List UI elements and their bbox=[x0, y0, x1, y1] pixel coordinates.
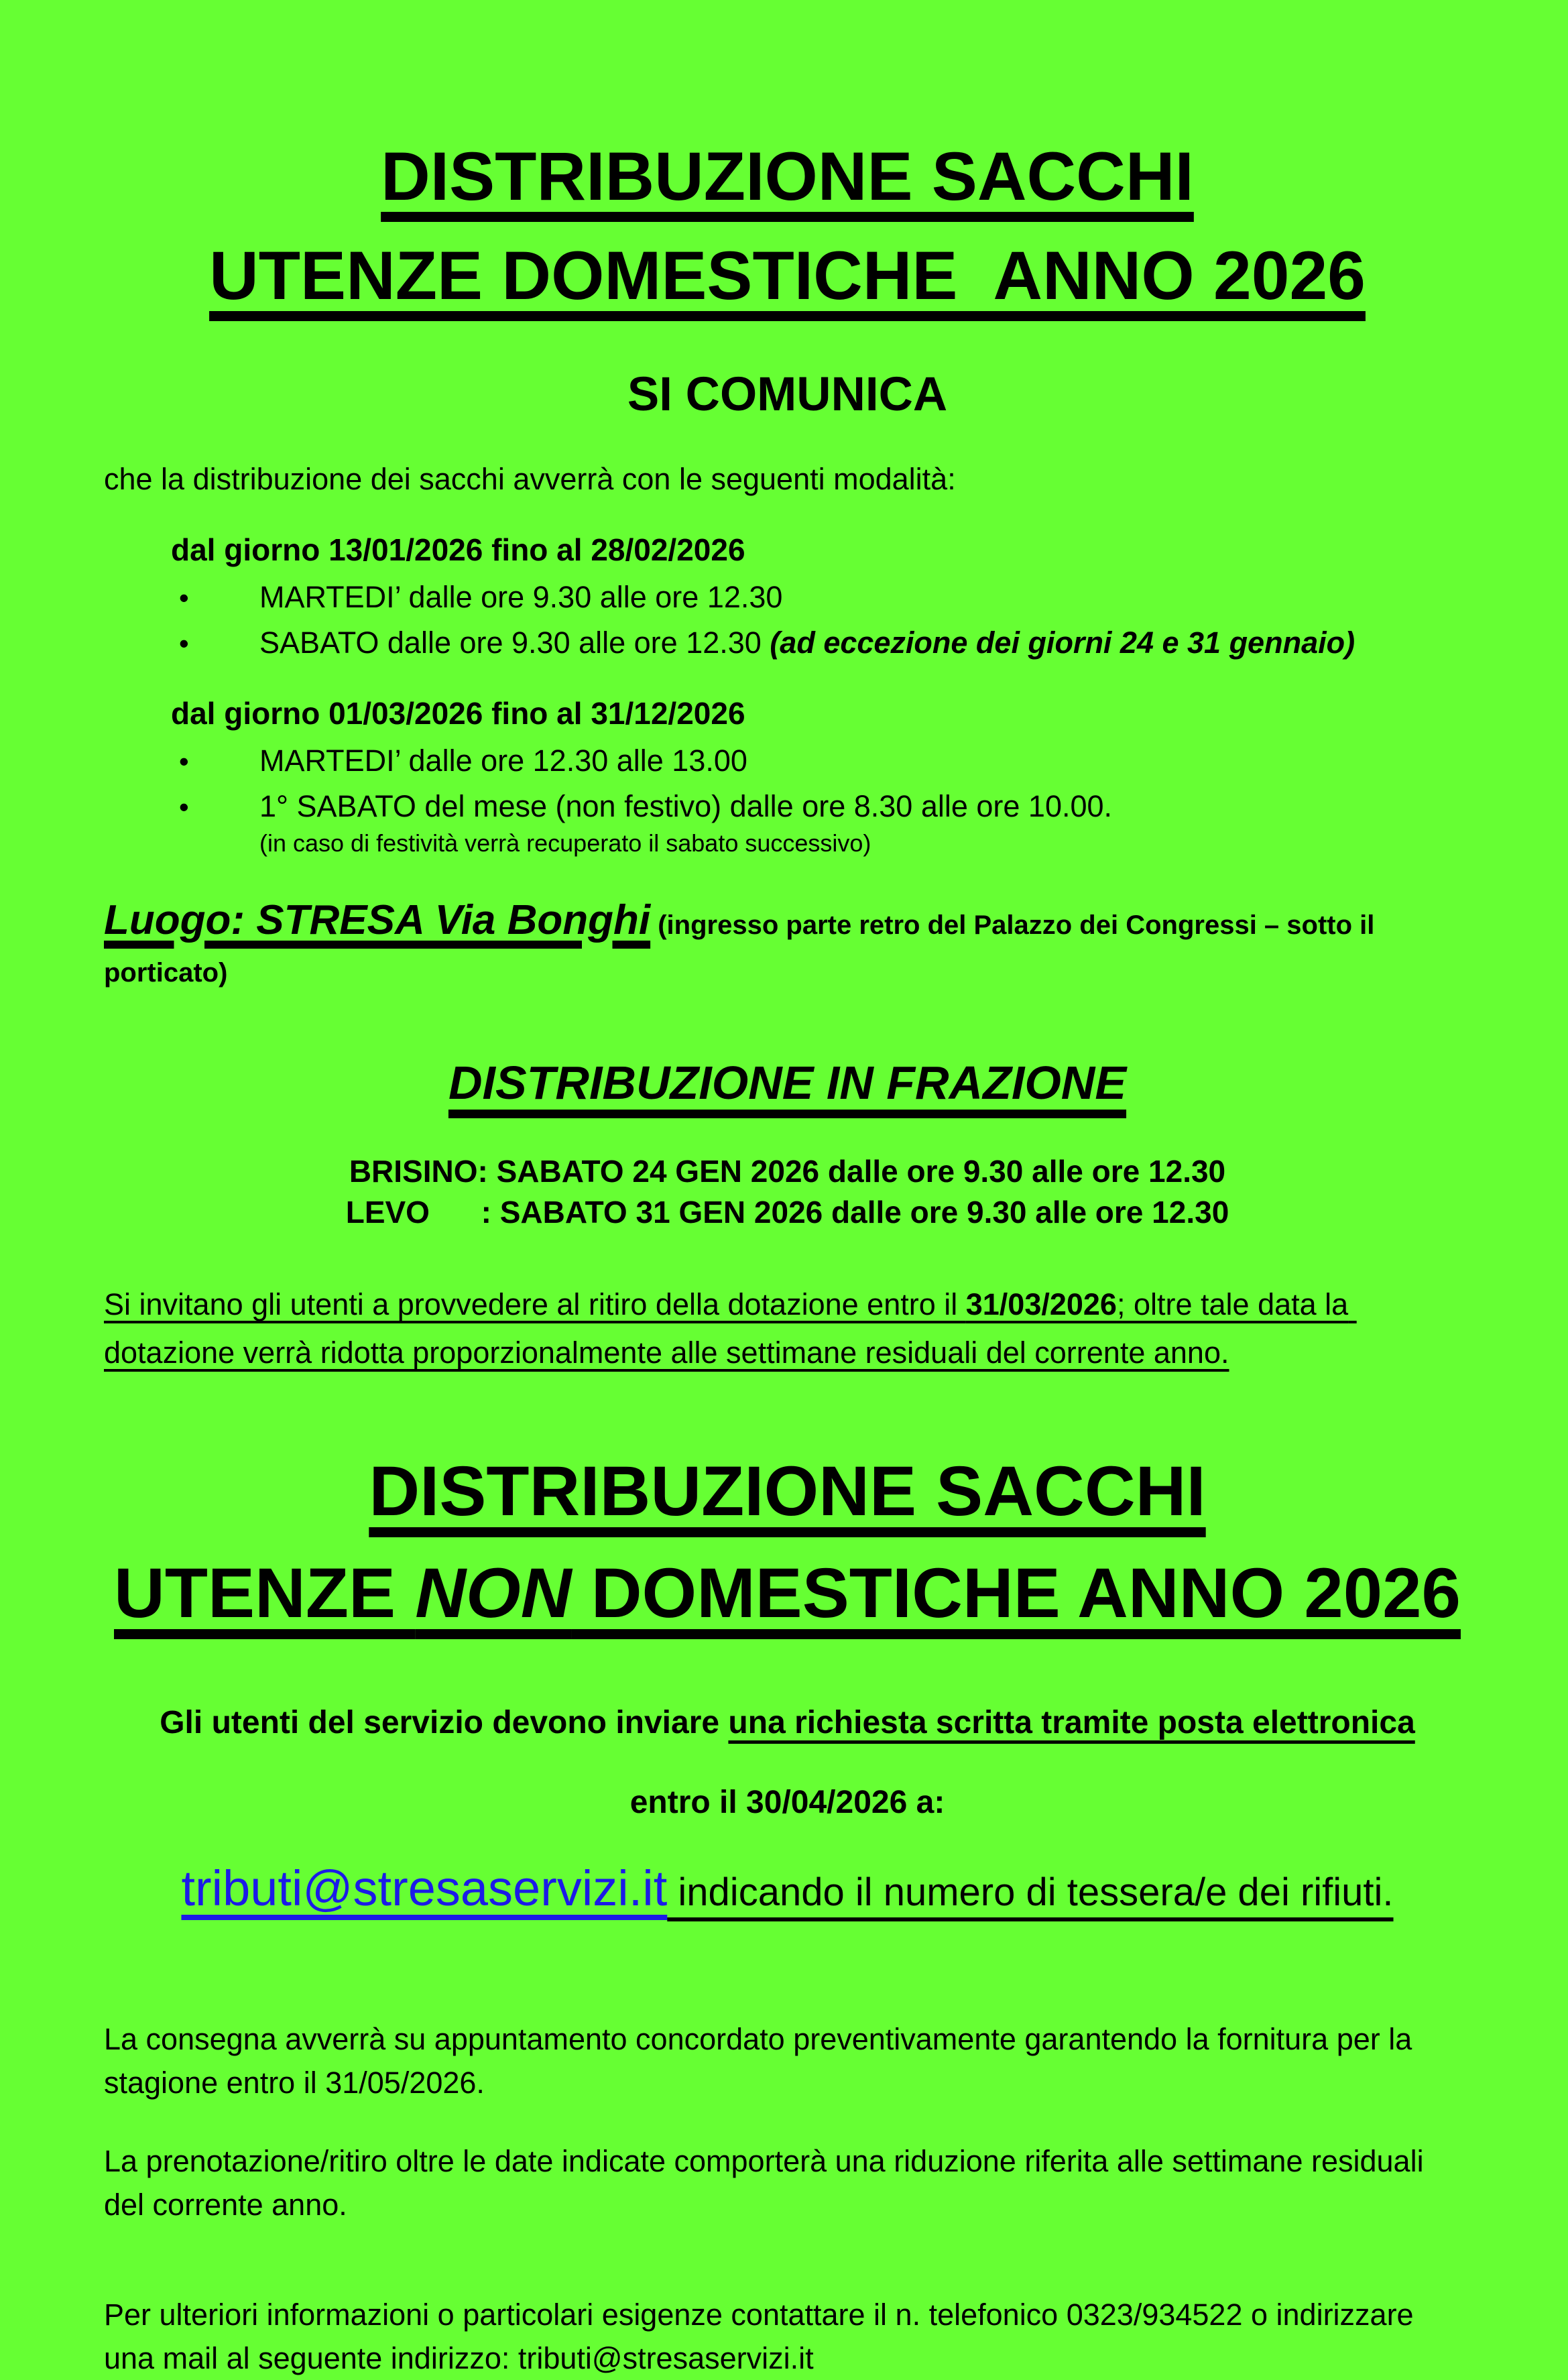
bullet-icon: • bbox=[179, 581, 189, 613]
list-item bbox=[179, 789, 1471, 824]
bullet-icon: • bbox=[179, 627, 189, 659]
email-link[interactable]: tributi@stresaservizi.it bbox=[181, 1860, 668, 1916]
period1-saturday-schedule bbox=[259, 626, 1355, 660]
si-comunica-heading: SI COMUNICA bbox=[627, 367, 948, 421]
title-domestic-line2: UTENZE DOMESTICHE ANNO 2026 bbox=[209, 237, 1366, 314]
title-nondomestic-line2 bbox=[104, 1543, 1471, 1645]
holiday-note: (in caso di festività verrà recuperato il sabato successivo) bbox=[259, 829, 871, 857]
frazione-heading-text: DISTRIBUZIONE IN FRAZIONE bbox=[448, 1056, 1127, 1109]
pickup-deadline-date: 31/03/2026 bbox=[965, 1287, 1117, 1322]
list-item bbox=[179, 743, 1471, 778]
pickup-deadline-part1: Si invitano gli utenti a provvedere al ritiro della dotazione entro il bbox=[104, 1287, 966, 1322]
title-domestic-line1: DISTRIBUZIONE SACCHI bbox=[381, 138, 1194, 215]
title-nondomestic-line2-pre: UTENZE bbox=[114, 1554, 416, 1633]
location-detail: (ingresso parte retro del Palazzo dei Congressi – sotto il porticato) bbox=[104, 910, 1382, 988]
email-deadline-line: entro il 30/04/2026 a: bbox=[629, 1784, 945, 1820]
pickup-deadline-paragraph bbox=[104, 1281, 1471, 1377]
title-nondomestic-line1: DISTRIBUZIONE SACCHI bbox=[369, 1452, 1206, 1531]
period1-saturday-text: SABATO dalle ore 9.30 alle ore 12.30 bbox=[259, 625, 770, 660]
email-request-underlined: una richiesta scritta tramite posta elettronica bbox=[728, 1704, 1415, 1740]
page-title-domestic bbox=[104, 127, 1471, 326]
email-request-pre: Gli utenti del servizio devono inviare bbox=[160, 1704, 729, 1740]
bullet-icon: • bbox=[179, 790, 189, 823]
period1-saturday-exception: (ad eccezione dei giorni 24 e 31 gennaio) bbox=[770, 625, 1355, 660]
period2-tuesday-schedule: MARTEDI’ dalle ore 12.30 alle 13.00 bbox=[259, 743, 747, 778]
email-line-rest: indicando il numero di tessera/e dei rifiuti. bbox=[667, 1870, 1394, 1914]
late-booking-paragraph: La prenotazione/ritiro oltre le date indicate comporterà una riduzione riferita alle settimane residuali del corrente anno. bbox=[104, 2144, 1424, 2222]
period2-bullet-list bbox=[179, 743, 1471, 824]
frazione-heading bbox=[104, 1056, 1471, 1110]
period1-heading: dal giorno 13/01/2026 fino al 28/02/2026 bbox=[171, 532, 745, 567]
period1-bullet-list bbox=[179, 580, 1471, 660]
title-nondomestic-line2-post: DOMESTICHE ANNO 2026 bbox=[571, 1554, 1461, 1633]
email-request-line bbox=[104, 1704, 1471, 1741]
pickup-deadline-part2: ; oltre tale data la dotazione verrà ridotta proporzionalmente alle settimane residuali del corrente anno. bbox=[104, 1287, 1357, 1370]
email-line bbox=[104, 1860, 1471, 1917]
page-title-nondomestic bbox=[104, 1441, 1471, 1645]
contact-paragraph: Per ulteriori informazioni o particolari esigenze contattare il n. telefonico 0323/934522 o indirizzare una mail al seguente indirizzo: tributi@stresaservizi.it bbox=[104, 2297, 1414, 2375]
location-line bbox=[104, 896, 1471, 992]
list-item bbox=[179, 580, 1471, 615]
frazione-schedule bbox=[104, 1151, 1471, 1232]
intro-paragraph: che la distribuzione dei sacchi avverrà con le seguenti modalità: bbox=[104, 461, 956, 496]
delivery-paragraph: La consegna avverrà su appuntamento concordato preventivamente garantendo la fornitura per la stagione entro il 31/05/2026. bbox=[104, 2021, 1412, 2100]
list-item bbox=[179, 626, 1471, 660]
title-nondomestic-line2-non: NON bbox=[415, 1554, 572, 1633]
frazione-schedule-levo: LEVO : SABATO 31 GEN 2026 dalle ore 9.30 alle ore 12.30 bbox=[345, 1194, 1229, 1230]
period1-tuesday-schedule: MARTEDI’ dalle ore 9.30 alle ore 12.30 bbox=[259, 579, 783, 614]
location-main: Luogo: STRESA Via Bonghi bbox=[104, 896, 651, 943]
bullet-icon: • bbox=[179, 745, 189, 777]
period2-saturday-schedule: 1° SABATO del mese (non festivo) dalle ore 8.30 alle ore 10.00. bbox=[259, 788, 1113, 823]
frazione-schedule-brisino: BRISINO: SABATO 24 GEN 2026 dalle ore 9.30 alle ore 12.30 bbox=[349, 1153, 1226, 1189]
period2-heading: dal giorno 01/03/2026 fino al 31/12/2026 bbox=[171, 695, 745, 731]
